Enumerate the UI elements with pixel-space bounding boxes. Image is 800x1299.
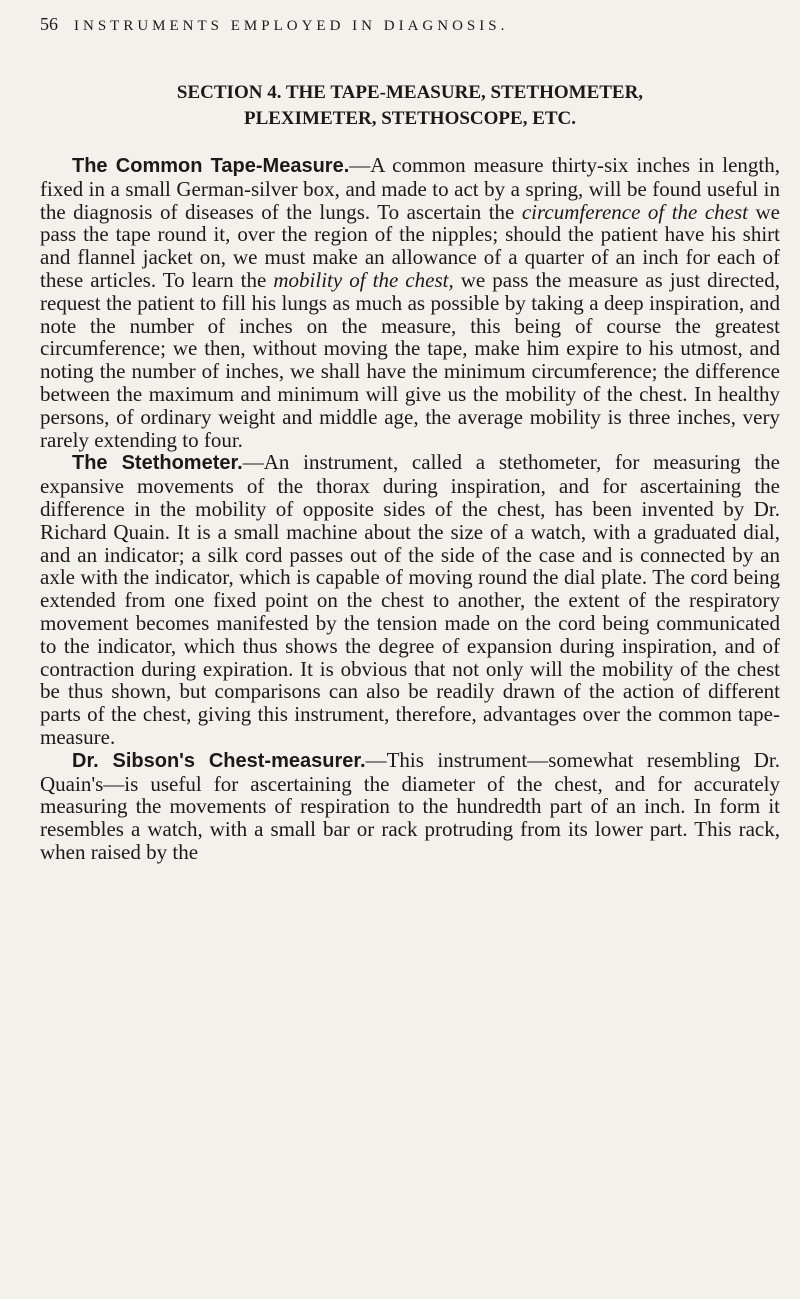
paragraph-lead: Dr. Sibson's Chest-measurer. [72, 749, 366, 772]
paragraph-chest-measurer [40, 749, 780, 864]
paragraph-lead: The Common Tape-Measure. [72, 155, 350, 177]
section-heading [40, 80, 780, 132]
italic-term: circumference of the chest [521, 199, 749, 224]
running-head [40, 14, 780, 48]
paragraph-text: we pass the measure as just directed, request the patient to fill his lungs as much as possible by taking a deep inspiration, and note the number of inches on the measure, this being of course the greatest circumference; we then, without moving the tape, make him expire to his utmost, and noting the number of inches, we shall have the minimum circumference; the difference between the maximum and minimum will give us the mobility of the chest. In healthy persons, of ordinary weight and middle age, the average mobility is three inches, very rarely extending to four. [40, 267, 780, 452]
paragraph-lead: The Stethometer. [72, 452, 243, 475]
page-number: 56 [40, 14, 58, 34]
paragraph-text: —This instrument—somewhat resembling Dr. Quain's—is useful for ascertaining the diameter of the chest, and for accurately measuring the movements of respiration to the hundredth part of an inch. In form it resembles a watch, with a small bar or rack protruding from its lower part. This rack, when raised by the [40, 747, 780, 864]
paragraph-stethometer [40, 451, 780, 748]
paragraph-text: we pass the tape round it, over the region of the nipples; should the patient have his shirt and flannel jacket on, we must make an allowance of a quarter of an inch for each of these articles. To learn the [40, 199, 780, 292]
paragraph-text: —An instrument, called a stethometer, for measuring the expansive movements of the thorax during inspiration, and for ascertaining the difference in the mobility of opposite sides of the chest, has been invented by Dr. Richard Quain. It is a small machine about the size of a watch, with a graduated dial, and an indicator; a silk cord passes out of the side of the case and is connected by an axle with the indicator, which is capable of moving round the dial plate. The cord being extended from one fixed point on the chest to another, the extent of the respiratory movement becomes manifested by the tension made on the cord being communicated to the indicator, which thus shows the degree of expansion during inspiration, and of contraction during expiration. It is obvious that not only will the mobility of the chest be thus shown, but comparisons can also be readily drawn of the action of different parts of the chest, giving this instrument, therefore, advantages over the common tape-measure. [40, 450, 780, 749]
italic-term: mobility of the chest, [273, 267, 454, 292]
section-heading-line-1: SECTION 4. THE TAPE-MEASURE, STETHOMETER, [176, 82, 644, 103]
paragraph-text: —A common measure thirty-six inches in length, fixed in a small German-silver box, and made to act by a spring, will be found useful in the diagnosis of diseases of the lungs. To ascertain the [40, 153, 780, 224]
running-title: INSTRUMENTS EMPLOYED IN DIAGNOSIS. [74, 18, 509, 34]
paragraph-tape-measure [40, 154, 780, 451]
section-heading-line-2: PLEXIMETER, STETHOSCOPE, ETC. [243, 108, 577, 129]
